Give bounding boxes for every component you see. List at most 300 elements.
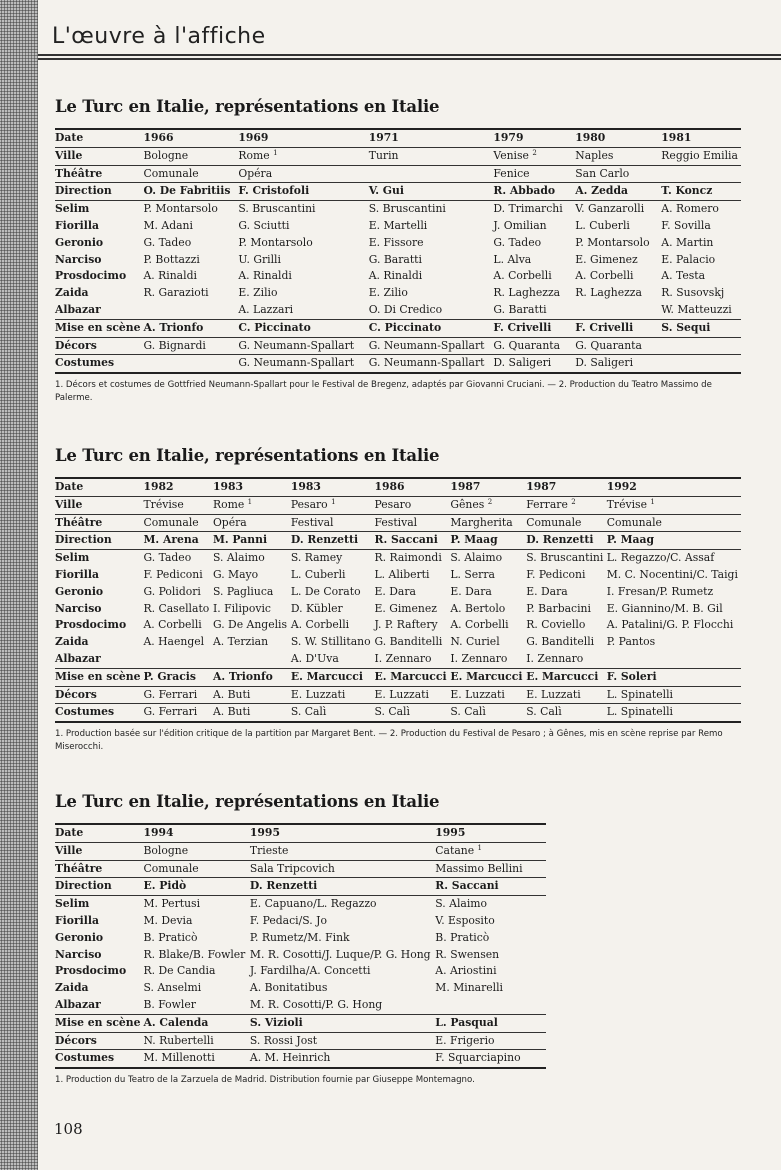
cell-text: O. Di Credico: [368, 302, 443, 316]
cell-text: A. Bertolo: [450, 601, 506, 615]
cell-mise: [369, 319, 494, 337]
cell-ville: [250, 842, 435, 860]
cell-geronio: [435, 930, 546, 947]
cell-text: A. Rinaldi: [143, 269, 197, 283]
cell-ville: [143, 147, 238, 165]
cell-text: S. Anselmi: [143, 981, 202, 995]
cell-text: A. Trionfo: [143, 320, 204, 334]
cell-text: G. Quaranta: [575, 338, 642, 352]
cell-geronio: [143, 930, 249, 947]
cell-albazar: [369, 302, 494, 319]
row-label-decors: Décors: [55, 1032, 143, 1050]
row-label-ville: Ville: [55, 496, 143, 514]
cell-text: F. Pediconi: [143, 567, 203, 581]
cell-geronio: [369, 235, 494, 252]
cell-text: R. Garazioti: [143, 286, 209, 300]
table-row: [55, 997, 546, 1014]
cell-text: S. Vizioli: [249, 1015, 303, 1029]
cell-narciso: [143, 947, 249, 964]
cell-decors: [213, 686, 291, 704]
table-row: [55, 252, 741, 269]
cell-zaida: [607, 634, 741, 651]
cell-mise: [374, 668, 450, 686]
cell-fiorilla: [369, 218, 494, 235]
cell-ville: [575, 147, 661, 165]
cell-text: G. Banditelli: [374, 635, 443, 649]
cell-text: A. Patalini/G. P. Flocchi: [606, 618, 734, 632]
cell-date: [661, 129, 741, 147]
row-label-mise: Mise en scène: [55, 319, 143, 337]
cell-mise: [143, 319, 238, 337]
cell-zaida: [143, 634, 212, 651]
cell-text: Opéra: [212, 515, 247, 529]
cell-costumes: [607, 704, 741, 722]
cell-decors: [661, 337, 741, 355]
cell-text: D. Saligeri: [493, 356, 552, 370]
row-label-fiorilla: Fiorilla: [55, 567, 99, 581]
cell-text: S. Calì: [374, 705, 410, 719]
row-label-costumes: Costumes: [55, 1050, 143, 1068]
cell-text: E. Frigerio: [435, 1033, 495, 1047]
cell-text: G. Bignardi: [143, 338, 206, 352]
cell-text: P. Pantos: [606, 635, 656, 649]
cell-text: 1980: [575, 131, 606, 144]
cell-zaida: [369, 285, 494, 302]
row-label-direction: Direction: [55, 878, 143, 896]
cell-text: G. Baratti: [368, 252, 422, 266]
cell-mise: [435, 1014, 546, 1032]
cell-text: Turin: [368, 148, 399, 162]
cell-text: A. Buti: [212, 687, 251, 701]
cell-date: [607, 478, 741, 496]
cell-text: A. Ariostini: [435, 964, 497, 978]
cell-prosdocimo: [291, 617, 375, 634]
cell-text: Naples: [575, 148, 614, 162]
cell-theatre: [143, 514, 212, 532]
cell-prosdocimo: [435, 963, 546, 980]
cell-text: A. M. Heinrich: [249, 1051, 331, 1065]
cell-costumes: [575, 355, 661, 373]
cell-direction: [238, 183, 368, 201]
cell-ville: [435, 842, 546, 860]
cell-text: I. Fresan/P. Rumetz: [606, 584, 714, 598]
cell-text: E. Luzzati: [290, 687, 346, 701]
cell-text: L. Serra: [450, 567, 495, 581]
cell-selim: [143, 896, 249, 913]
cell-narciso: [661, 252, 741, 269]
section-title: Le Turc en Italie, représentations en Italie: [55, 792, 440, 811]
row-label-albazar: Albazar: [55, 302, 143, 319]
cell-text: M. C. Nocentini/C. Taigi: [606, 567, 738, 581]
cell-text: N. Rubertelli: [143, 1033, 214, 1047]
cell-fiorilla: [213, 567, 291, 584]
cell-text: M. Adani: [143, 218, 193, 232]
cell-selim: [661, 201, 741, 218]
cell-text: 1966: [143, 131, 174, 144]
cell-text: E. Dara: [374, 584, 416, 598]
cell-text: Rome: [212, 497, 245, 511]
cell-text: J. P. Raftery: [374, 618, 438, 632]
cell-text: F. Pedaci/S. Jo: [249, 913, 327, 927]
page-header: [38, 0, 781, 62]
cell-narciso: [369, 252, 494, 269]
cell-theatre: [575, 165, 661, 183]
cell-narciso: [526, 601, 607, 618]
table-row: [55, 496, 741, 514]
performance-section: [55, 97, 741, 405]
cell-date: [143, 478, 212, 496]
cell-geronio: [291, 584, 375, 601]
cell-date: [143, 824, 249, 842]
cell-geronio: [526, 584, 607, 601]
cell-zaida: [575, 285, 661, 302]
cell-mise: [450, 668, 526, 686]
cell-text: E. Zilio: [368, 286, 408, 300]
cell-text: 1971: [368, 131, 399, 144]
cell-zaida: [238, 285, 368, 302]
cell-date: [250, 824, 435, 842]
cell-text: I. Zennaro: [526, 651, 584, 665]
cell-selim: [493, 201, 575, 218]
row-label-zaida: Zaida: [55, 286, 89, 300]
cell-decors: [250, 1032, 435, 1050]
cell-text: J. Omilian: [493, 218, 547, 232]
cell-text: Opéra: [238, 166, 273, 180]
cell-selim: [143, 550, 212, 567]
cell-text: S. Bruscantini: [368, 202, 446, 216]
footnote: 1. Production du Teatro de la Zarzuela de Madrid. Distribution fournie par Giuseppe Montemagno.: [55, 1075, 475, 1086]
cell-geronio: [374, 584, 450, 601]
cell-text: R. Coviello: [526, 618, 586, 632]
cell-ville: [493, 147, 575, 165]
cell-geronio: [143, 235, 238, 252]
row-label-fiorilla: Fiorilla: [55, 218, 99, 232]
row-label-direction: Direction: [55, 532, 143, 550]
cell-text: A. Zedda: [575, 184, 628, 198]
cell-narciso: [435, 947, 546, 964]
cell-text: Gênes: [450, 497, 485, 511]
cell-text: A. Trionfo: [212, 669, 273, 683]
cell-selim: [607, 550, 741, 567]
cell-text: D. Kübler: [290, 601, 343, 615]
cell-albazar: [526, 651, 607, 668]
cell-zaida: [374, 634, 450, 651]
cell-text: Ferrare: [526, 497, 568, 511]
cell-text: G. Quaranta: [493, 338, 561, 352]
cell-albazar: [143, 651, 212, 668]
cell-geronio: [213, 584, 291, 601]
cell-narciso: [291, 601, 375, 618]
table-row: [55, 842, 546, 860]
cell-text: 1995: [435, 826, 466, 839]
row-label-geronio: Geronio: [55, 930, 104, 944]
cell-text: A. Buti: [212, 705, 251, 719]
cell-text: L. Spinatelli: [606, 687, 674, 701]
cell-decors: [607, 686, 741, 704]
cell-text: Reggio Emilia: [661, 148, 738, 162]
cell-ville: [450, 496, 526, 514]
footnote-ref: 1: [650, 497, 655, 506]
cell-direction: [291, 532, 375, 550]
cell-costumes: [238, 355, 368, 373]
table-row: [55, 165, 741, 183]
row-label-albazar: Albazar: [55, 997, 143, 1014]
cell-date: [291, 478, 375, 496]
cell-text: J. Fardilha/A. Concetti: [249, 964, 371, 978]
footnote-ref: 1: [273, 148, 278, 157]
cell-text: P. Montarsolo: [575, 235, 650, 249]
cell-text: 1982: [143, 480, 174, 493]
cell-text: 1981: [661, 131, 692, 144]
cell-text: R. Saccani: [435, 879, 499, 893]
cell-direction: [250, 878, 435, 896]
cell-text: P. Maag: [450, 533, 498, 547]
cell-date: [238, 129, 368, 147]
cell-fiorilla: [143, 567, 212, 584]
table-row: [55, 651, 741, 668]
cell-text: S. Pagliuca: [212, 584, 274, 598]
cell-text: S. Alaimo: [212, 551, 265, 565]
row-label-ville: Ville: [55, 147, 143, 165]
table-row: [55, 896, 546, 913]
cell-text: Comunale: [143, 515, 199, 529]
cell-zaida: [435, 980, 546, 997]
table-row: [55, 218, 741, 235]
row-label-mise: Mise en scène: [55, 668, 143, 686]
cell-direction: [374, 532, 450, 550]
cell-direction: [526, 532, 607, 550]
cell-theatre: [661, 165, 741, 183]
cell-text: E. Giannino/M. B. Gil: [606, 601, 723, 615]
cell-fiorilla: [143, 913, 249, 930]
cell-date: [435, 824, 546, 842]
cell-text: L. Cuberli: [290, 567, 346, 581]
cell-direction: [450, 532, 526, 550]
cell-fiorilla: [575, 218, 661, 235]
cell-direction: [607, 532, 741, 550]
cell-zaida: [493, 285, 575, 302]
table-row: [55, 686, 741, 704]
cell-direction: [143, 532, 212, 550]
cell-fiorilla: [143, 218, 238, 235]
cell-costumes: [435, 1050, 546, 1068]
cell-text: G. Neumann-Spallart: [238, 356, 355, 370]
cell-text: S. Calì: [450, 705, 486, 719]
table-row: [55, 478, 741, 496]
cell-ville: [213, 496, 291, 514]
row-label-narciso: Narciso: [55, 601, 102, 615]
cell-text: E. Gimenez: [374, 601, 437, 615]
cell-text: Festival: [290, 515, 334, 529]
cell-text: G. Baratti: [493, 302, 547, 316]
table-row: [55, 617, 741, 634]
cell-geronio: [450, 584, 526, 601]
cell-zaida: [250, 980, 435, 997]
table-row: [55, 129, 741, 147]
cell-text: Comunale: [143, 166, 199, 180]
cell-geronio: [250, 930, 435, 947]
cell-text: S. Bruscantini: [526, 551, 604, 565]
cell-text: F. Sovilla: [661, 218, 711, 232]
table-row: [55, 550, 741, 567]
section-title: Le Turc en Italie, représentations en Italie: [55, 446, 440, 465]
cell-mise: [143, 668, 212, 686]
footnote-ref: 1: [477, 843, 483, 852]
cell-text: E. Gimenez: [575, 252, 638, 266]
cell-theatre: [450, 514, 526, 532]
cell-text: E. Capuano/L. Regazzo: [249, 897, 377, 911]
cell-costumes: [526, 704, 607, 722]
cell-text: S. Ramey: [290, 551, 343, 565]
cell-text: D. Renzetti: [290, 533, 359, 547]
cell-costumes: [369, 355, 494, 373]
cell-narciso: [374, 601, 450, 618]
row-label-theatre: Théâtre: [55, 165, 143, 183]
cell-text: L. De Corato: [290, 584, 361, 598]
cell-text: R. Abbado: [493, 184, 556, 198]
cell-theatre: [369, 165, 494, 183]
cell-text: F. Pediconi: [526, 567, 586, 581]
row-label-albazar: Albazar: [55, 651, 143, 668]
cell-albazar: [575, 302, 661, 319]
cell-text: E. Luzzati: [526, 687, 581, 701]
cell-text: R. Laghezza: [493, 286, 561, 300]
cell-fiorilla: [526, 567, 607, 584]
table-row: [55, 319, 741, 337]
cell-date: [493, 129, 575, 147]
table-row: [55, 183, 741, 201]
cell-albazar: [607, 651, 741, 668]
cell-text: E. Dara: [450, 584, 492, 598]
cell-mise: [493, 319, 575, 337]
cell-text: F. Squarciapino: [435, 1051, 521, 1065]
cell-text: B. Fowler: [143, 997, 196, 1011]
cell-text: A. Corbelli: [450, 618, 509, 632]
footnote: 1. Décors et costumes de Gottfried Neumann-Spallart pour le Festival de Bregenz, adaptés par Giovanni Cruciani. — 2. Production du Teatro Massimo de Palerme.: [55, 380, 712, 404]
cell-decors: [450, 686, 526, 704]
table-row: [55, 860, 546, 878]
footnote-ref: 1: [247, 497, 253, 506]
table-row: [55, 947, 546, 964]
footnote-ref: 1: [331, 497, 336, 506]
cell-text: V. Ganzarolli: [575, 202, 645, 216]
table-row: [55, 930, 546, 947]
table-row: [55, 268, 741, 285]
cell-text: Margherita: [450, 515, 513, 529]
cell-prosdocimo: [661, 268, 741, 285]
cell-text: G. Banditelli: [526, 635, 595, 649]
cell-text: E. Pidò: [143, 879, 187, 893]
cell-costumes: [143, 355, 238, 373]
cell-direction: [213, 532, 291, 550]
row-label-prosdocimo: Prosdocimo: [55, 964, 127, 978]
row-label-date: Date: [55, 129, 143, 147]
cell-prosdocimo: [250, 963, 435, 980]
cell-theatre: [607, 514, 741, 532]
cell-prosdocimo: [607, 617, 741, 634]
cell-text: E. Luzzati: [450, 687, 505, 701]
cell-text: P. Maag: [606, 533, 655, 547]
cell-text: D. Renzetti: [249, 879, 318, 893]
row-label-date: Date: [55, 824, 143, 842]
cell-selim: [435, 896, 546, 913]
cell-decors: [143, 337, 238, 355]
cell-text: E. Zilio: [238, 286, 278, 300]
cell-text: P. Gracis: [143, 669, 196, 683]
cell-prosdocimo: [213, 617, 291, 634]
cell-text: F. Crivelli: [493, 320, 552, 334]
cell-text: A. Corbelli: [575, 269, 634, 283]
cell-text: A. Martin: [661, 235, 714, 249]
cell-text: G. Polidori: [143, 584, 201, 598]
cell-text: D. Saligeri: [575, 356, 634, 370]
cell-prosdocimo: [450, 617, 526, 634]
cell-text: 1979: [493, 131, 524, 144]
cell-text: N. Curiel: [450, 635, 500, 649]
cell-selim: [369, 201, 494, 218]
table-row: [55, 704, 741, 722]
cell-fiorilla: [291, 567, 375, 584]
cell-mise: [213, 668, 291, 686]
cell-text: 1987: [450, 480, 481, 493]
cell-text: M. Arena: [143, 533, 199, 547]
cell-narciso: [575, 252, 661, 269]
cell-text: M. R. Cosotti/P. G. Hong: [249, 997, 383, 1011]
cell-fiorilla: [238, 218, 368, 235]
cell-prosdocimo: [526, 617, 607, 634]
table-row: [55, 1050, 546, 1068]
cell-albazar: [435, 997, 546, 1014]
cell-text: S. Calì: [526, 705, 562, 719]
cell-text: R. Swensen: [435, 947, 500, 961]
cell-selim: [291, 550, 375, 567]
cell-date: [213, 478, 291, 496]
cell-text: E. Palacio: [661, 252, 716, 266]
cell-albazar: [143, 997, 249, 1014]
row-label-geronio: Geronio: [55, 235, 104, 249]
cell-ville: [291, 496, 375, 514]
cell-decors: [435, 1032, 546, 1050]
cell-theatre: [143, 860, 249, 878]
cell-text: L. Regazzo/C. Assaf: [606, 551, 715, 565]
table-row: [55, 147, 741, 165]
cell-date: [575, 129, 661, 147]
performance-section: [55, 792, 546, 1087]
row-label-zaida: Zaida: [55, 635, 89, 649]
cell-text: R. De Candia: [143, 964, 216, 978]
cell-albazar: [238, 302, 368, 319]
cell-costumes: [213, 704, 291, 722]
cell-direction: [661, 183, 741, 201]
row-label-theatre: Théâtre: [55, 860, 143, 878]
cell-text: A. Romero: [661, 202, 719, 216]
cell-text: Catane: [435, 843, 475, 857]
cell-ville: [526, 496, 607, 514]
cell-text: A. Bonitatibus: [249, 981, 328, 995]
cell-text: Festival: [374, 515, 418, 529]
cell-mise: [238, 319, 368, 337]
cell-prosdocimo: [575, 268, 661, 285]
cell-text: G. Tadeo: [493, 235, 542, 249]
cell-text: Venise: [493, 148, 529, 162]
cell-text: L. Pasqual: [435, 1015, 498, 1029]
row-label-theatre: Théâtre: [55, 514, 143, 532]
cell-theatre: [526, 514, 607, 532]
table-row: [55, 980, 546, 997]
cell-text: G. Tadeo: [143, 551, 192, 565]
table-row: [55, 514, 741, 532]
cell-text: San Carlo: [575, 166, 630, 180]
